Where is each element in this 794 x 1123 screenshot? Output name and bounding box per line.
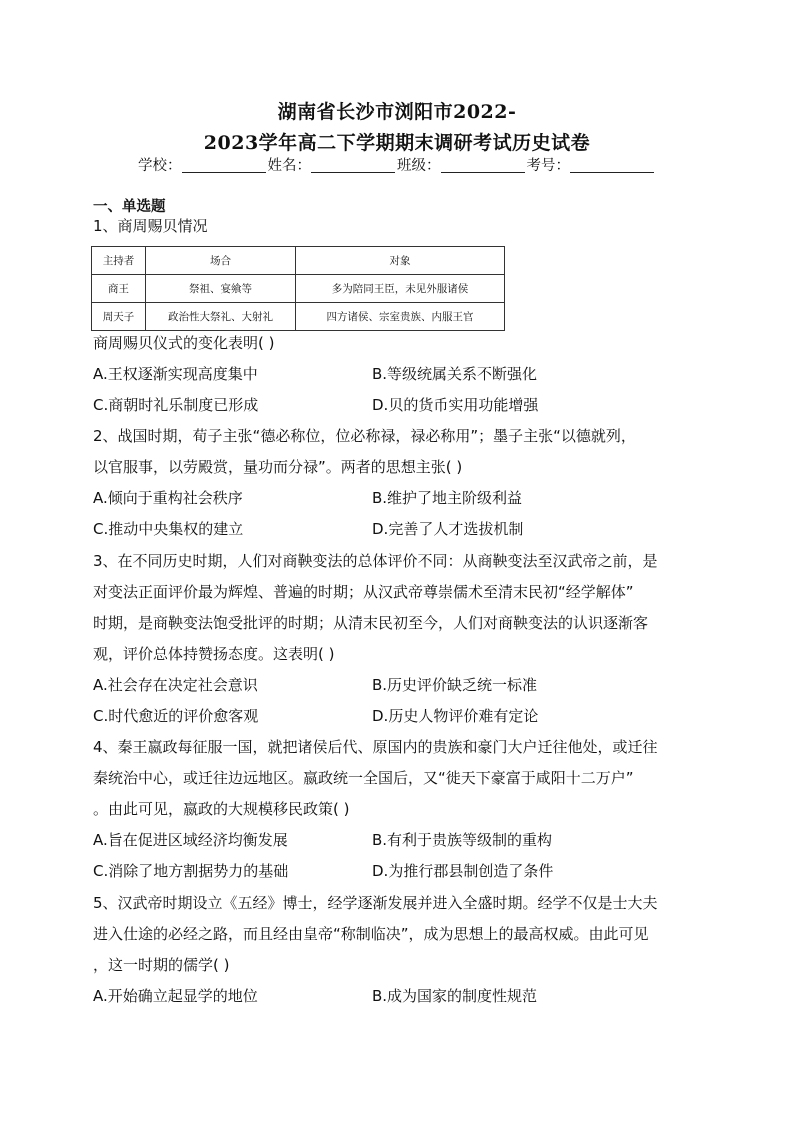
question-5-stem-line: 进入仕途的必经之路，而且经由皇帝“称制临决”，成为思想上的最高权威。由此可见: [93, 925, 649, 943]
number-label: 考号：: [526, 158, 570, 174]
exam-title-line-2: 2023学年高二下学期期末调研考试历史试卷: [203, 132, 591, 154]
table-cell: 多为陪同王臣，未见外服诸侯: [296, 275, 505, 303]
question-1-option-c[interactable]: C.商朝时礼乐制度已形成: [93, 396, 259, 414]
question-5-option-a[interactable]: A.开始确立起显学的地位: [93, 987, 258, 1005]
question-2-option-d[interactable]: D.完善了人才选拔机制: [372, 520, 524, 538]
table-cell: 四方诸侯、宗室贵族、内服王官: [296, 303, 505, 331]
table-cell: 周天子: [92, 303, 146, 331]
name-label: 姓名：: [267, 158, 311, 174]
question-3-option-a[interactable]: A.社会存在决定社会意识: [93, 676, 258, 694]
table-row: [92, 275, 505, 303]
section-title: 一、单选题: [93, 199, 166, 215]
table-cell: 政治性大祭礼、大射礼: [146, 303, 296, 331]
question-1-stem: 1、商周赐贝情况: [93, 217, 208, 235]
table-cell: 祭祖、宴飨等: [146, 275, 296, 303]
table-header-cell: 对象: [296, 247, 505, 275]
table-cell: 商王: [92, 275, 146, 303]
question-3-stem-line: 对变法正面评价最为辉煌、普遍的时期；从汉武帝尊崇儒术至清末民初“经学解体”: [93, 583, 634, 601]
question-1-option-a[interactable]: A.王权逐渐实现高度集中: [93, 365, 258, 383]
question-2-option-b[interactable]: B.维护了地主阶级利益: [372, 489, 523, 507]
student-info-row: [0, 154, 794, 175]
question-1-option-b[interactable]: B.等级统属关系不断强化: [372, 365, 538, 383]
class-field[interactable]: [441, 158, 525, 173]
question-3-option-b[interactable]: B.历史评价缺乏统一标准: [372, 676, 538, 694]
question-5-option-b[interactable]: B.成为国家的制度性规范: [372, 987, 538, 1005]
question-5-stem-line: ，这一时期的儒学( ): [93, 956, 230, 974]
question-3-stem-line: 3、在不同历史时期，人们对商鞅变法的总体评价不同：从商鞅变法至汉武帝之前，是: [93, 552, 658, 570]
question-4-stem-line: 秦统治中心，或迁往边远地区。嬴政统一全国后，又“徙天下豪富于咸阳十二万户”: [93, 769, 634, 787]
question-4-option-a[interactable]: A.旨在促进区域经济均衡发展: [93, 831, 288, 849]
number-field[interactable]: [570, 158, 654, 173]
table-header-cell: 场合: [146, 247, 296, 275]
question-3-stem-line: 观，评价总体持赞扬态度。这表明( ): [93, 645, 335, 663]
question-1-prompt: 商周赐贝仪式的变化表明( ): [93, 334, 275, 352]
question-3-option-d[interactable]: D.历史人物评价难有定论: [372, 707, 539, 725]
question-2-stem-line: 以官服事，以劳殿赏，量功而分禄”。两者的思想主张( ): [93, 458, 463, 476]
question-4-option-c[interactable]: C.消除了地方割据势力的基础: [93, 862, 289, 880]
question-2-stem-line: 2、战国时期，荀子主张“德必称位，位必称禄，禄必称用”；墨子主张“以德就列，: [93, 427, 636, 445]
question-5-stem-line: 5、汉武帝时期设立《五经》博士，经学逐渐发展并进入全盛时期。经学不仅是士大夫: [93, 894, 658, 912]
question-4-stem-line: 4、秦王嬴政每征服一国，就把诸侯后代、原国内的贵族和豪门大户迁往他处，或迁往: [93, 738, 658, 756]
class-label: 班级：: [397, 158, 441, 174]
question-4-option-b[interactable]: B.有利于贵族等级制的重构: [372, 831, 553, 849]
exam-title-line-1: 湖南省长沙市浏阳市2022-: [277, 101, 517, 123]
question-1-option-d[interactable]: D.贝的货币实用功能增强: [372, 396, 539, 414]
question-3-stem-line: 时期，是商鞅变法饱受批评的时期；从清末民初至今，人们对商鞅变法的认识逐渐客: [93, 614, 649, 632]
question-4-option-d[interactable]: D.为推行郡县制创造了条件: [372, 862, 554, 880]
table-row: [92, 303, 505, 331]
question-4-stem-line: 。由此可见，嬴政的大规模移民政策( ): [93, 800, 350, 818]
name-field[interactable]: [311, 158, 395, 173]
school-field[interactable]: [182, 158, 266, 173]
school-label: 学校：: [138, 158, 182, 174]
bei-table: [91, 246, 505, 331]
question-2-option-c[interactable]: C.推动中央集权的建立: [93, 520, 244, 538]
question-3-option-c[interactable]: C.时代愈近的评价愈客观: [93, 707, 259, 725]
table-header-cell: 主持者: [92, 247, 146, 275]
table-header-row: [92, 247, 505, 275]
question-2-option-a[interactable]: A.倾向于重构社会秩序: [93, 489, 243, 507]
